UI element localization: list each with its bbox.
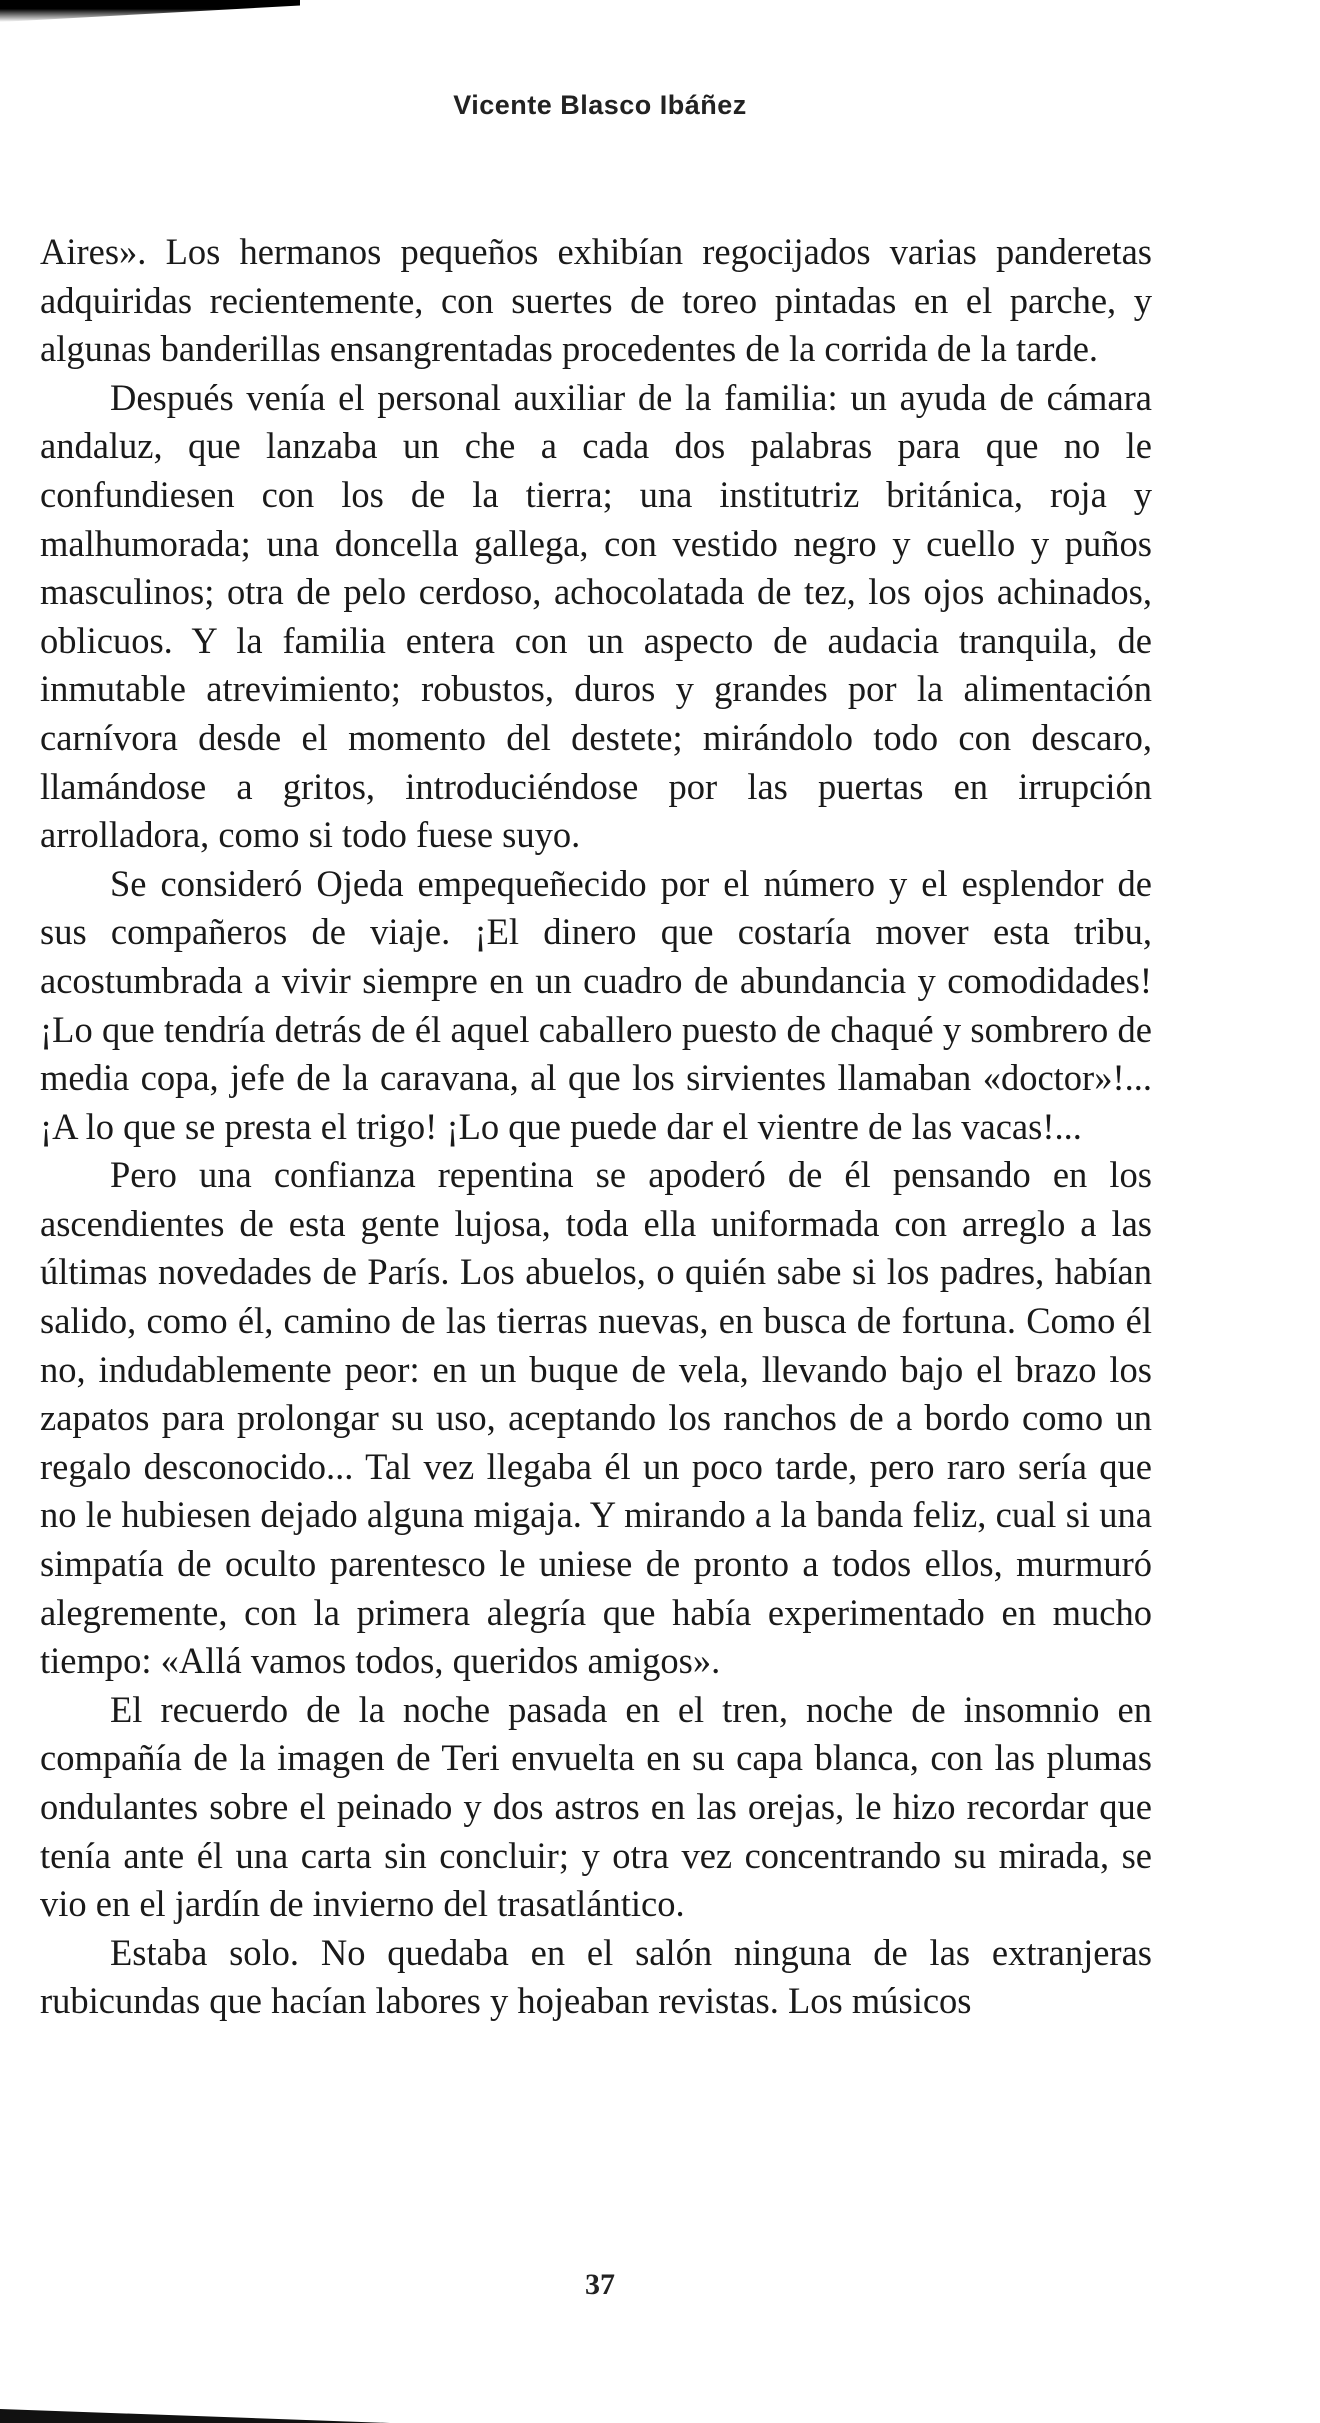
paragraph-2: Después venía el personal auxiliar de la familia: un ayuda de cámara andaluz, que lanzaba un che a cada dos palabras para que no le confundiesen con los de la tierra; una institutriz británica, roja y malhumorada; una doncella gallega, con vestido negro y cuello y puños masculinos; otra de pelo cerdoso, achocolatada de tez, los ojos achinados, oblicuos. Y la familia entera con un aspecto de audacia tranquila, de inmutable atrevimiento; robustos, duros y grandes por la alimentación carnívora desde el momento del destete; mirándolo todo con descaro, llamándose a gritos, introduciéndose por las puertas en irrupción arrolladora, como si todo fuese suyo. [40,376,1152,856]
paragraph-6: Estaba solo. No quedaba en el salón ninguna de las extranjeras rubicundas que hacían labores y hojeaban revistas. Los músicos [40,1931,1152,2022]
paragraph-4: Pero una confianza repentina se apoderó de él pensando en los ascendientes de esta gente lujosa, toda ella uniformada con arreglo a las últimas novedades de París. Los abuelos, o quién sabe si los padres, habían salido, como él, camino de las tierras nuevas, en busca de fortuna. Como él no, indudablemente peor: en un buque de vela, llevando bajo el brazo los zapatos para prolongar su uso, aceptando los ranchos de a bordo como un regalo desconocido... Tal vez llegaba él un poco tarde, pero raro sería que no le hubiesen dejado alguna migaja. Y mirando a la banda feliz, cual si una simpatía de oculto parentesco le uniese de pronto a todos ellos, murmuró alegremente, con la primera alegría que había experimentado en mucho tiempo: «Allá vamos todos, queridos amigos». [40,1154,1152,1682]
paragraph-1: Aires». Los hermanos pequeños exhibían regocijados varias panderetas adquiridas recientemente, con suertes de toreo pintadas en el parche, y algunas banderillas ensangrentadas procedentes de la corrida de la tarde. [40,231,1152,370]
scan-shadow-top [0,0,300,22]
body-text [40,228,1152,2026]
paragraph-3: Se consideró Ojeda empequeñecido por el número y el esplendor de sus compañeros de viaje. ¡El dinero que costaría mover esta tribu, acostumbrada a vivir siempre en un cuadro de abundancia y comodidades! ¡Lo que tendría detrás de él aquel caballero puesto de chaqué y sombrero de media copa, jefe de la caravana, al que los sirvientes llamaban «doctor»!... ¡A lo que se presta el trigo! ¡Lo que puede dar el vientre de las vacas!... [40,862,1152,1147]
scan-shadow-bottom [0,2403,390,2423]
page-number: 37 [585,2268,615,2301]
running-header: Vicente Blasco Ibáñez [453,90,747,120]
paragraph-5: El recuerdo de la noche pasada en el tren, noche de insomnio en compañía de la imagen de Teri envuelta en su capa blanca, con las plumas ondulantes sobre el peinado y dos astros en las orejas, le hizo recordar que tenía ante él una carta sin concluir; y otra vez concentrando su mirada, se vio en el jardín de invierno del trasatlántico. [40,1688,1152,1925]
